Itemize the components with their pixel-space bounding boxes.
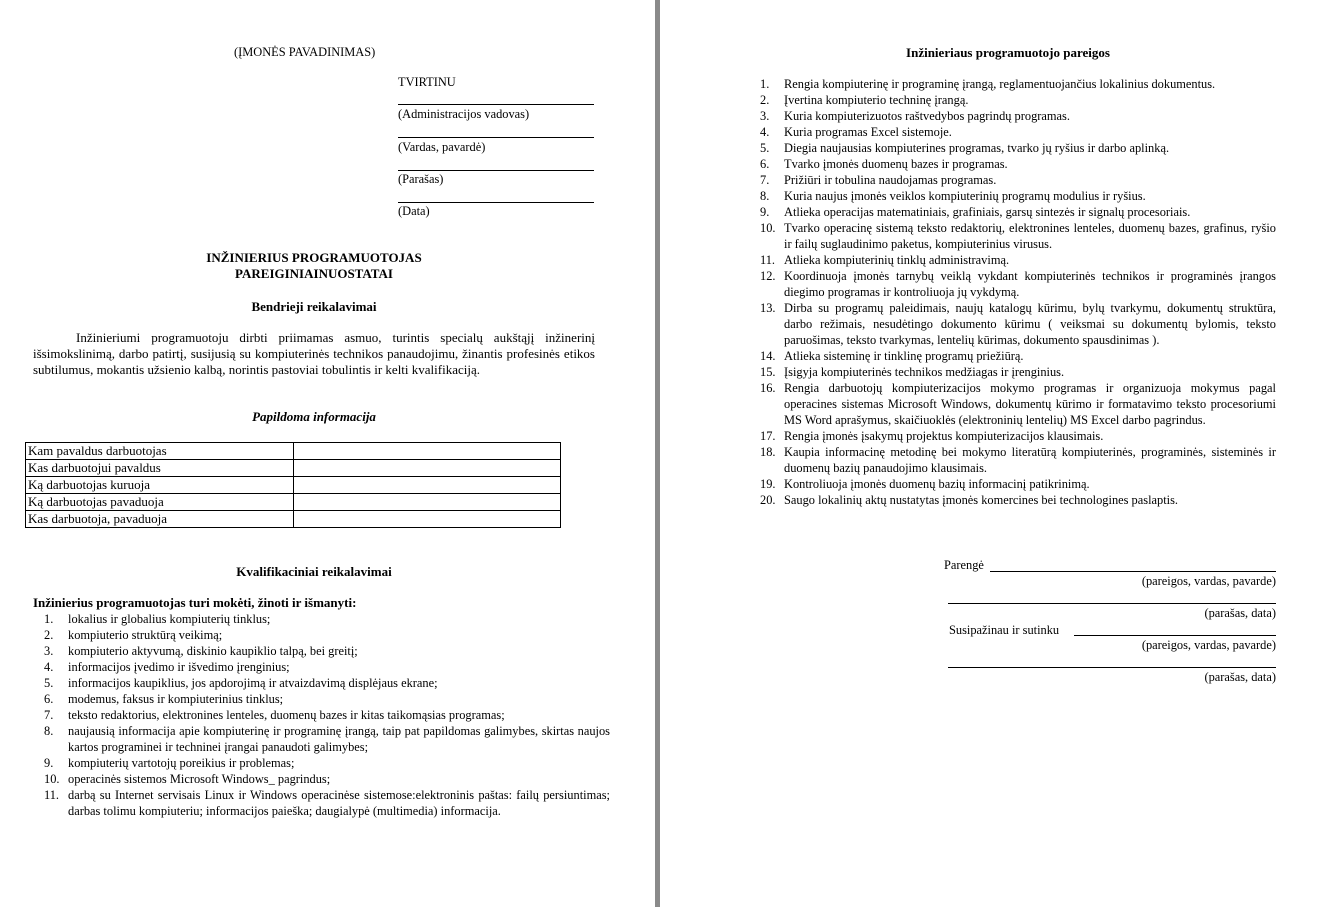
list-text: Kuria programas Excel sistemoje. [784, 125, 952, 139]
table-cell-value[interactable] [294, 477, 561, 494]
list-number: 2. [760, 93, 770, 107]
list-number: 7. [44, 708, 54, 722]
general-requirements-text: Inžinieriumi programuotoju dirbti priimamas asmuo, turintis specialų aukštąjį inžinerinį išsimokslinimą, darbo patirtį, susijusią su kompiuterinės technikos panaudojimu, žinantis profesinės etikos subtilumus, mokantis užsienio kalbą, norintis pastoviai tobulintis ir kelti kvalifikaciją. [33, 330, 595, 377]
signature-caption: (parašas, data) [1204, 670, 1276, 684]
list-number: 4. [760, 125, 770, 139]
list-text: informacijos kaupiklius, jos apdorojimą ir atvaizdavimą displėjaus ekrane; [68, 676, 438, 690]
list-number: 16. [760, 381, 776, 395]
document-title: INŽINIERIUS PROGRAMUOTOJAS [206, 250, 422, 265]
signature-line[interactable] [948, 667, 1276, 668]
approve-label: TVIRTINU [398, 75, 456, 89]
table-row [26, 460, 561, 477]
table-row [26, 477, 561, 494]
approval-caption: (Data) [398, 204, 430, 218]
list-text: Tvarko įmonės duomenų bazes ir programas. [784, 157, 1008, 171]
table-cell-value[interactable] [294, 460, 561, 477]
approval-caption: (Vardas, pavardė) [398, 140, 486, 154]
signature-line[interactable] [948, 603, 1276, 604]
list-item [760, 268, 1276, 300]
list-number: 9. [44, 756, 54, 770]
list-number: 8. [44, 724, 54, 738]
list-item [760, 124, 1276, 140]
list-number: 4. [44, 660, 54, 674]
list-text: Kaupia informacinę metodinę bei mokymo literatūrą kompiuterinės, programinės, sisteminės ir duomenų bazių panaudojimo klausimais. [784, 445, 1276, 475]
list-item [760, 444, 1276, 476]
signature-caption: (parašas, data) [1204, 606, 1276, 620]
list-item [760, 300, 1276, 348]
list-item [760, 380, 1276, 428]
signature-caption: (pareigos, vardas, pavarde) [1141, 574, 1276, 588]
list-text: Rengia kompiuterinę ir programinę įrangą, reglamentuojančius lokalinius dokumentus. [784, 77, 1216, 91]
list-text: kompiuterių vartotojų poreikius ir problemas; [68, 756, 295, 770]
list-item [44, 723, 610, 755]
list-number: 1. [760, 77, 770, 91]
list-number: 11. [44, 788, 60, 802]
list-number: 20. [760, 493, 776, 507]
list-item [760, 92, 1276, 108]
list-text: informacijos įvedimo ir išvedimo įrenginius; [68, 660, 290, 674]
list-item [760, 428, 1276, 444]
list-number: 13. [760, 301, 776, 315]
list-item [44, 691, 610, 707]
prepared-label: Parengė [944, 558, 984, 572]
list-text: lokalius ir globalius kompiuterių tinklus; [68, 612, 271, 626]
list-number: 7. [760, 173, 770, 187]
list-text: Dirba su programų paleidimais, naujų katalogų kūrimu, bylų tvarkymu, dokumentų struktūra, darbo režimais, nesudėtingo dokumento kūrimu ( veiksmai su dokumentų bylomis, teksto paruošimas, teksto tvarkymas, lentelių kūrimas, dokumento spausdinimas ). [784, 301, 1276, 347]
section-heading-qualification: Kvalifikaciniai reikalavimai [236, 564, 392, 579]
list-number: 10. [760, 221, 776, 235]
section-heading-extra: Papildoma informacija [252, 409, 376, 424]
table-cell-value[interactable] [294, 511, 561, 528]
table-cell-value[interactable] [294, 443, 561, 460]
table-cell-label: Kas darbuotoja, pavaduoja [26, 511, 294, 528]
document-page-right [660, 0, 1343, 907]
list-text: operacinės sistemos Microsoft Windows_ pagrindus; [68, 772, 331, 786]
list-number: 5. [760, 141, 770, 155]
list-number: 15. [760, 365, 776, 379]
list-text: Prižiūri ir tobulina naudojamas programas. [784, 173, 997, 187]
list-item [760, 204, 1276, 220]
document-subtitle: PAREIGINIAINUOSTATAI [235, 266, 393, 281]
list-number: 1. [44, 612, 54, 626]
list-item [760, 172, 1276, 188]
list-number: 3. [44, 644, 54, 658]
list-item [44, 627, 610, 643]
list-text: Rengia įmonės įsakymų projektus kompiuterizacijos klausimais. [784, 429, 1104, 443]
list-item [760, 188, 1276, 204]
table-cell-label: Kas darbuotojui pavaldus [26, 460, 294, 477]
list-item [760, 156, 1276, 172]
list-item [44, 707, 610, 723]
list-item [760, 220, 1276, 252]
list-item [760, 252, 1276, 268]
table-cell-label: Ką darbuotojas kuruoja [26, 477, 294, 494]
list-text: naujausią informacija apie kompiuterinę ir programinę įrangą, taip pat papildomas galimybes, skirtas naujos kartos programinei ir techninei įrangai panaudoti galimybes; [68, 724, 610, 754]
list-number: 5. [44, 676, 54, 690]
table-cell-value[interactable] [294, 494, 561, 511]
list-item [44, 755, 610, 771]
list-item [44, 675, 610, 691]
table-cell-label: Ką darbuotojas pavaduoja [26, 494, 294, 511]
list-item [760, 348, 1276, 364]
list-number: 2. [44, 628, 54, 642]
list-text: Diegia naujausias kompiuterines programas, tvarko jų ryšius ir darbo aplinką. [784, 141, 1170, 155]
qualification-intro: Inžinierius programuotojas turi mokėti, žinoti ir išmanyti: [33, 595, 357, 610]
list-text: Koordinuoja įmonės tarnybų veiklą vykdant kompiuterinės technikos ir programinės įrangos diegimo programas ir kontroliuoja jų vykdymą. [784, 269, 1276, 299]
list-item [44, 771, 610, 787]
list-text: kompiuterio struktūrą veikimą; [68, 628, 223, 642]
list-number: 12. [760, 269, 776, 283]
list-text: Kontroliuoja įmonės duomenų bazių informacinį patikrinimą. [784, 477, 1090, 491]
list-number: 17. [760, 429, 776, 443]
list-number: 8. [760, 189, 770, 203]
table-cell-label: Kam pavaldus darbuotojas [26, 443, 294, 460]
list-text: Atlieka kompiuterinių tinklų administravimą. [784, 253, 1010, 267]
signature-line[interactable] [990, 571, 1276, 572]
duties-title: Inžinieriaus programuotojo pareigos [906, 45, 1110, 60]
list-item [44, 787, 610, 819]
list-number: 18. [760, 445, 776, 459]
section-heading-general: Bendrieji reikalavimai [251, 299, 377, 314]
extra-info-table [25, 442, 561, 528]
acknowledged-label: Susipažinau ir sutinku [949, 623, 1060, 637]
list-text: teksto redaktorius, elektronines lenteles, duomenų bazes ir kitas taikomąsias programas; [68, 708, 505, 722]
list-text: Įvertina kompiuterio techninę įrangą. [784, 93, 969, 107]
list-text: kompiuterio aktyvumą, diskinio kaupiklio talpą, bei greitį; [68, 644, 358, 658]
list-text: darbą su Internet servisais Linux ir Windows operacinėse sistemose:elektroninis paštas: failų persiuntimas; darbas tolimu kompiuteriu; informacijos paieška; daugialypė (multimedia) informacija. [68, 788, 610, 818]
list-number: 10. [44, 772, 60, 786]
list-text: Kuria kompiuterizuotos raštvedybos pagrindų programas. [784, 109, 1070, 123]
list-number: 3. [760, 109, 770, 123]
table-row [26, 511, 561, 528]
list-item [760, 140, 1276, 156]
list-item [760, 364, 1276, 380]
list-text: Rengia darbuotojų kompiuterizacijos mokymo programas ir organizuoja mokymus pagal operacines sistemas Microsoft Windows, dokumentų kūrimo ir formatavimo teksto procesoriumi MS Word aprašymus, skaičiuoklės (elektroninių lentelių) MS Excel darbo pagrindus. [784, 381, 1276, 427]
signature-line[interactable] [1074, 635, 1276, 636]
duties-list [760, 76, 1276, 508]
list-item [44, 643, 610, 659]
approval-caption: (Administracijos vadovas) [398, 107, 530, 121]
list-text: Kuria naujus įmonės veiklos kompiuterinių programų modulius ir ryšius. [784, 189, 1146, 203]
company-name-placeholder: (ĮMONĖS PAVADINIMAS) [234, 45, 376, 59]
list-number: 9. [760, 205, 770, 219]
list-item [760, 108, 1276, 124]
approval-caption: (Parašas) [398, 172, 444, 186]
list-item [760, 76, 1276, 92]
list-number: 11. [760, 253, 776, 267]
list-text: Tvarko operacinę sistemą teksto redaktorių, elektronines lenteles, duomenų bazes, grafinus, ryšio ir failų suglaudinimo paketus, kompiuterinius virusus. [784, 221, 1276, 251]
list-number: 6. [760, 157, 770, 171]
signature-caption: (pareigos, vardas, pavarde) [1141, 638, 1276, 652]
list-text: Atlieka operacijas matematiniais, grafiniais, garsų sintezės ir signalų procesoriais. [784, 205, 1191, 219]
list-item [760, 492, 1276, 508]
list-text: Saugo lokalinių aktų nustatytas įmonės komercines bei technologines paslaptis. [784, 493, 1179, 507]
list-number: 14. [760, 349, 776, 363]
approval-line [398, 137, 594, 138]
table-row [26, 443, 561, 460]
document-page-left [0, 0, 655, 907]
table-row [26, 494, 561, 511]
list-text: Atlieka sisteminę ir tinklinę programų priežiūrą. [784, 349, 1024, 363]
list-item [760, 476, 1276, 492]
approval-line [398, 104, 594, 105]
list-number: 19. [760, 477, 776, 491]
list-number: 6. [44, 692, 54, 706]
list-item [44, 659, 610, 675]
list-text: modemus, faksus ir kompiuterinius tinklus; [68, 692, 284, 706]
list-text: Įsigyja kompiuterinės technikos medžiagas ir įrenginius. [784, 365, 1065, 379]
list-item [44, 611, 610, 627]
qualification-list [44, 611, 610, 819]
